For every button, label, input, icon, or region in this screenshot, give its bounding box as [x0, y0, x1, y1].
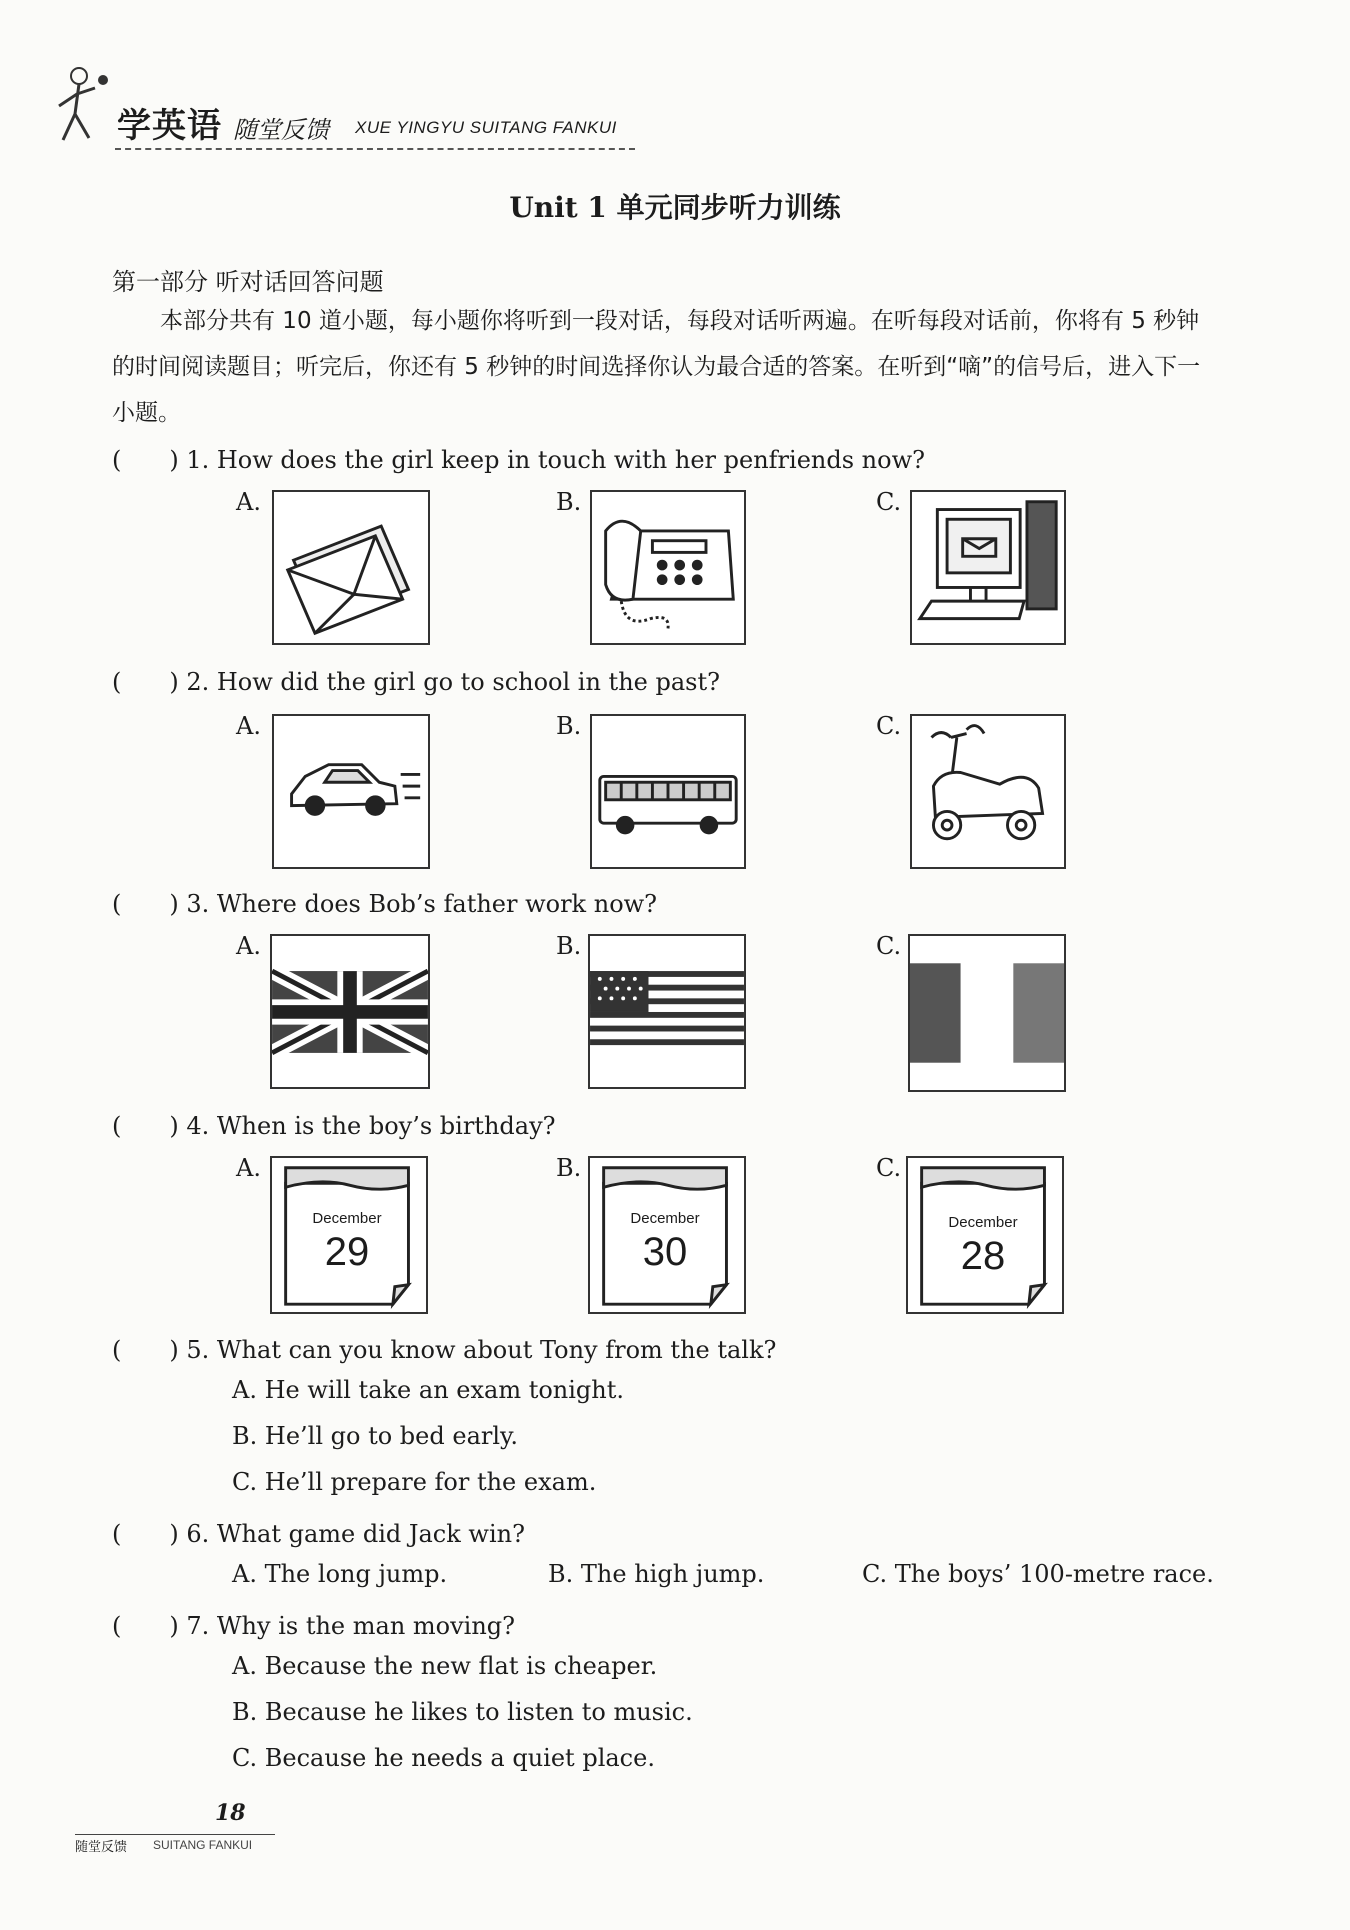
- page-footer: [75, 1800, 325, 1870]
- footer-label: 随堂反馈: [75, 1840, 128, 1855]
- page-number: 18: [215, 1800, 246, 1826]
- q3-option-a-label: A.: [236, 932, 261, 960]
- q7-option-a[interactable]: A. Because the new flat is cheaper.: [232, 1652, 658, 1680]
- question-4: ( ) 4. When is the boy’s birthday?: [112, 1112, 556, 1140]
- q1-option-c-label: C.: [876, 488, 902, 516]
- q4a-calendar-day: 29: [324, 1230, 370, 1274]
- student-mascot-icon: [55, 62, 125, 162]
- q3-option-b-picture[interactable]: [588, 934, 746, 1089]
- q4b-calendar-month: December: [630, 1210, 700, 1227]
- q5-option-b[interactable]: B. He’ll go to bed early.: [232, 1422, 519, 1450]
- q4-option-b-picture[interactable]: [588, 1156, 746, 1314]
- q6-option-a[interactable]: A. The long jump.: [232, 1560, 448, 1588]
- q3-option-c-label: C.: [876, 932, 902, 960]
- header-logo: [55, 62, 635, 162]
- header-divider: [115, 148, 635, 150]
- q4b-calendar-day: 30: [642, 1230, 688, 1274]
- header-subtitle: 随堂反馈: [233, 116, 329, 144]
- header-subtitle-en: XUE YINGYU SUITANG FANKUI: [355, 118, 617, 137]
- q4-option-c-picture[interactable]: [906, 1156, 1064, 1314]
- q4a-calendar-month: December: [312, 1210, 382, 1227]
- q6-option-c[interactable]: C. The boys’ 100-metre race.: [862, 1560, 1214, 1588]
- scooter-icon: [912, 716, 1064, 867]
- q4-option-b-label: B.: [556, 1154, 582, 1182]
- q5-option-c[interactable]: C. He’ll prepare for the exam.: [232, 1468, 597, 1496]
- question-5: ( ) 5. What can you know about Tony from the talk?: [112, 1336, 777, 1364]
- uk-flag-icon: [272, 936, 428, 1087]
- section-heading: 第一部分 听对话回答问题: [112, 268, 384, 296]
- q2-option-b-picture[interactable]: [590, 714, 746, 869]
- q6-option-b[interactable]: B. The high jump.: [548, 1560, 765, 1588]
- q3-option-c-picture[interactable]: [908, 934, 1066, 1092]
- header-title: 学英语: [117, 106, 222, 146]
- q4-option-a-label: A.: [236, 1154, 261, 1182]
- q1-option-c-picture[interactable]: [910, 490, 1066, 645]
- q4c-calendar-day: 28: [960, 1234, 1006, 1278]
- page-title: Unit 1 单元同步听力训练: [509, 191, 841, 224]
- q4-option-a-picture[interactable]: [270, 1156, 428, 1314]
- us-flag-icon: [590, 936, 744, 1087]
- question-2: ( ) 2. How did the girl go to school in the past?: [112, 668, 720, 696]
- bus-icon: [592, 716, 744, 867]
- telephone-icon: [592, 492, 744, 643]
- q7-option-b[interactable]: B. Because he likes to listen to music.: [232, 1698, 693, 1726]
- question-1: ( ) 1. How does the girl keep in touch with her penfriends now?: [112, 446, 925, 474]
- tricolour-flag-icon: [910, 936, 1064, 1090]
- computer-icon: [912, 492, 1064, 643]
- q2-option-c-picture[interactable]: [910, 714, 1066, 869]
- letter-envelope-icon: [274, 492, 428, 643]
- q2-option-c-label: C.: [876, 712, 902, 740]
- section-instructions: 本部分共有 10 道小题，每小题你将听到一段对话，每段对话听两遍。在听每段对话前，你将有 5 秒钟的时间阅读题目；听完后，你还有 5 秒钟的时间选择你认为最合适的答案。在听到“嘀”的信号后，进入下一小题。: [112, 308, 1201, 426]
- q7-option-c[interactable]: C. Because he needs a quiet place.: [232, 1744, 655, 1772]
- q1-option-a-picture[interactable]: [272, 490, 430, 645]
- question-7: ( ) 7. Why is the man moving?: [112, 1612, 516, 1640]
- q2-option-a-picture[interactable]: [272, 714, 430, 869]
- question-3: ( ) 3. Where does Bob’s father work now?: [112, 890, 658, 918]
- q2-option-a-label: A.: [236, 712, 261, 740]
- footer-label-en: SUITANG FANKUI: [153, 1838, 253, 1852]
- q5-option-a[interactable]: A. He will take an exam tonight.: [232, 1376, 625, 1404]
- car-icon: [274, 716, 428, 867]
- q1-option-b-picture[interactable]: [590, 490, 746, 645]
- q1-option-a-label: A.: [236, 488, 261, 516]
- q4-option-c-label: C.: [876, 1154, 902, 1182]
- q3-option-a-picture[interactable]: [270, 934, 430, 1089]
- question-6: ( ) 6. What game did Jack win?: [112, 1520, 525, 1548]
- footer-divider: [75, 1834, 275, 1835]
- q2-option-b-label: B.: [556, 712, 582, 740]
- q4c-calendar-month: December: [948, 1214, 1018, 1231]
- q3-option-b-label: B.: [556, 932, 582, 960]
- q1-option-b-label: B.: [556, 488, 582, 516]
